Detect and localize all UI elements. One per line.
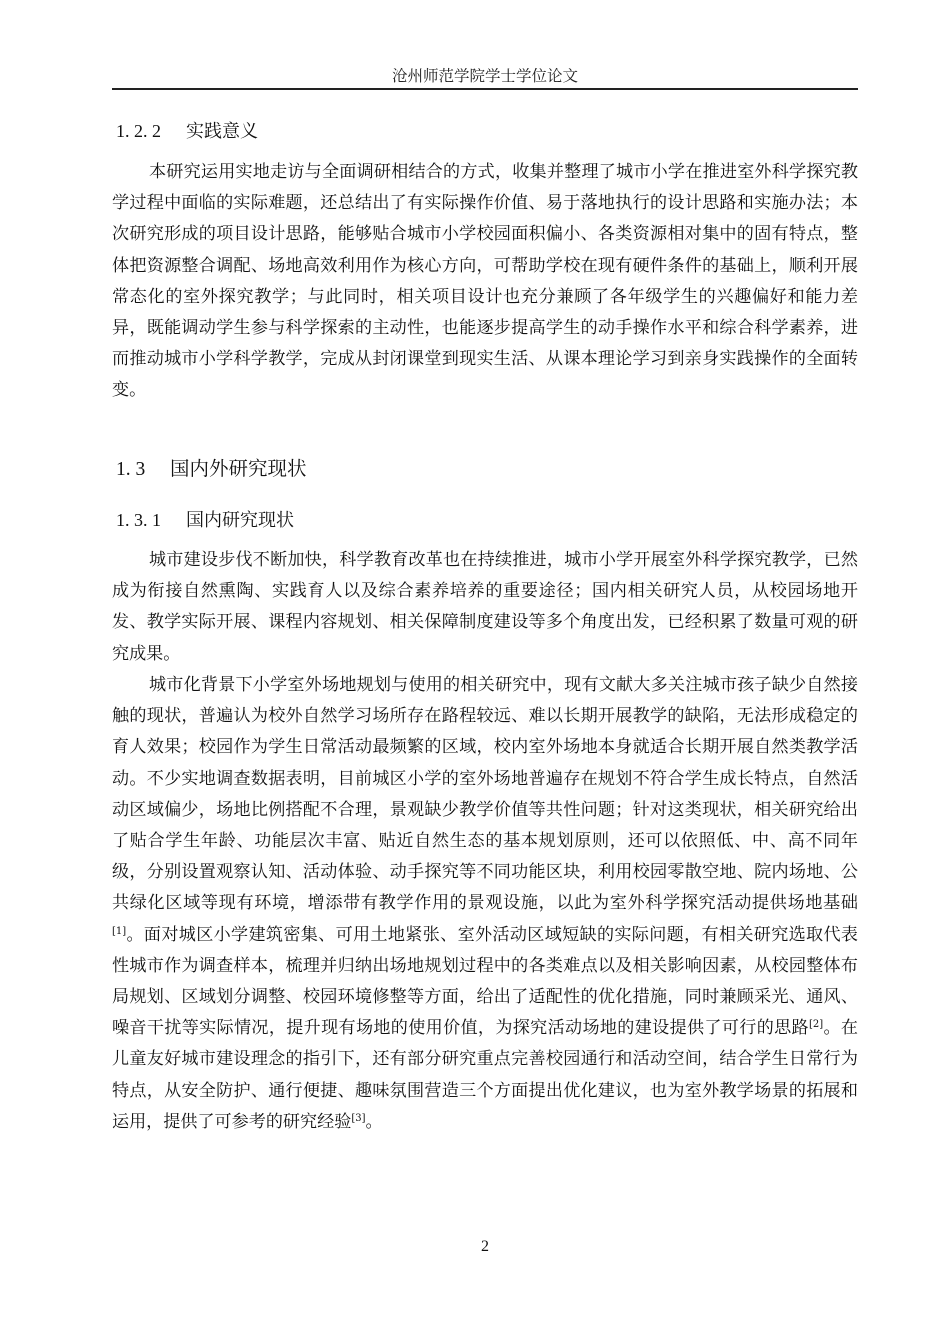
- section-title: 实践意义: [186, 121, 258, 142]
- domestic-research-paragraph-1: 城市建设步伐不断加快，科学教育改革也在持续推进，城市小学开展室外科学探究教学，已然成为衔接自然熏陶、实践育人以及综合素养培养的重要途径；国内相关研究人员，从校园场地开发、教学实际开展、课程内容规划、相关保障制度建设等多个角度出发，已经积累了数量可观的研究成果。: [112, 550, 858, 664]
- paragraph-text: 。面对城区小学建筑密集、可用土地紧张、室外活动区域短缺的实际问题，有相关研究选取代表性城市作为调查样本，梳理并归纳出场地规划过程中的各类难点以及相关影响因素，从校园整体布局规划、区域划分调整、校园环境修整等方面，给出了适配性的优化措施，同时兼顾采光、通风、噪音干扰等实际情况，提升现有场地的使用价值，为探究活动场地的建设提供了可行的思路: [112, 924, 858, 1039]
- section-title: 国内研究现状: [186, 510, 294, 531]
- citation-3: [3]: [351, 1112, 366, 1124]
- section-heading-1-2-2: [116, 119, 258, 144]
- section-title: 国内外研究现状: [170, 457, 307, 480]
- paragraph-text: 。: [365, 1111, 383, 1132]
- section-number: 1. 3. 1: [116, 510, 161, 530]
- section-heading-1-3: [116, 456, 307, 483]
- paragraph-text: 城市化背景下小学室外场地规划与使用的相关研究中，现有文献大多关注城市孩子缺少自然接触的现状，普遍认为校外自然学习场所存在路程较远、难以长期开展教学的缺陷，无法形成稳定的育人效果；校园作为学生日常活动最频繁的区域，校内室外场地本身就适合长期开展自然类教学活动。不少实地调查数据表明，目前城区小学的室外场地普遍存在规划不符合学生成长特点，自然活动区域偏少，场地比例搭配不合理，景观缺少教学价值等共性问题；针对这类现状，相关研究给出了贴合学生年龄、功能层次丰富、贴近自然生态的基本规划原则，还可以依照低、中、高不同年级，分别设置观察认知、活动体验、动手探究等不同功能区块，利用校园零散空地、院内场地、公共绿化区域等现有环境，增添带有教学作用的景观设施，以此为室外科学探究活动提供场地基础: [112, 675, 858, 914]
- section-heading-1-3-1: [116, 508, 294, 533]
- header-rule: [112, 88, 858, 90]
- citation-2: [2]: [808, 1019, 824, 1031]
- domestic-research-paragraph-2: [112, 670, 858, 1138]
- section-number: 1. 2. 2: [116, 121, 161, 141]
- practical-significance-paragraph: 本研究运用实地走访与全面调研相结合的方式，收集并整理了城市小学在推进室外科学探究教学过程中面临的实际难题，还总结出了有实际操作价值、易于落地执行的设计思路和实施办法；本次研究形成的项目设计思路，能够贴合城市小学校园面积偏小、各类资源相对集中的固有特点，整体把资源整合调配、场地高效利用作为核心方向，可帮助学校在现有硬件条件的基础上，顺利开展常态化的室外探究教学；与此同时，相关项目设计也充分兼顾了各年级学生的兴趣偏好和能力差异，既能调动学生参与科学探索的主动性，也能逐步提高学生的动手操作水平和综合科学素养，进而推动城市小学科学教学，完成从封闭课堂到现实生活、从课本理论学习到亲身实践操作的全面转变。: [112, 162, 858, 401]
- page-number: 2: [481, 1238, 489, 1255]
- citation-1: [1]: [112, 925, 127, 937]
- running-header: 沧州师范学院学士学位论文: [391, 67, 578, 85]
- paragraph-text: 。在儿童友好城市建设理念的指引下，还有部分研究重点完善校园通行和活动空间，结合学生日常行为特点，从安全防护、通行便捷、趣味氛围营造三个方面提出优化建议，也为室外教学场景的拓展和运用，提供了可参考的研究经验: [112, 1018, 859, 1132]
- section-number: 1. 3: [116, 459, 146, 480]
